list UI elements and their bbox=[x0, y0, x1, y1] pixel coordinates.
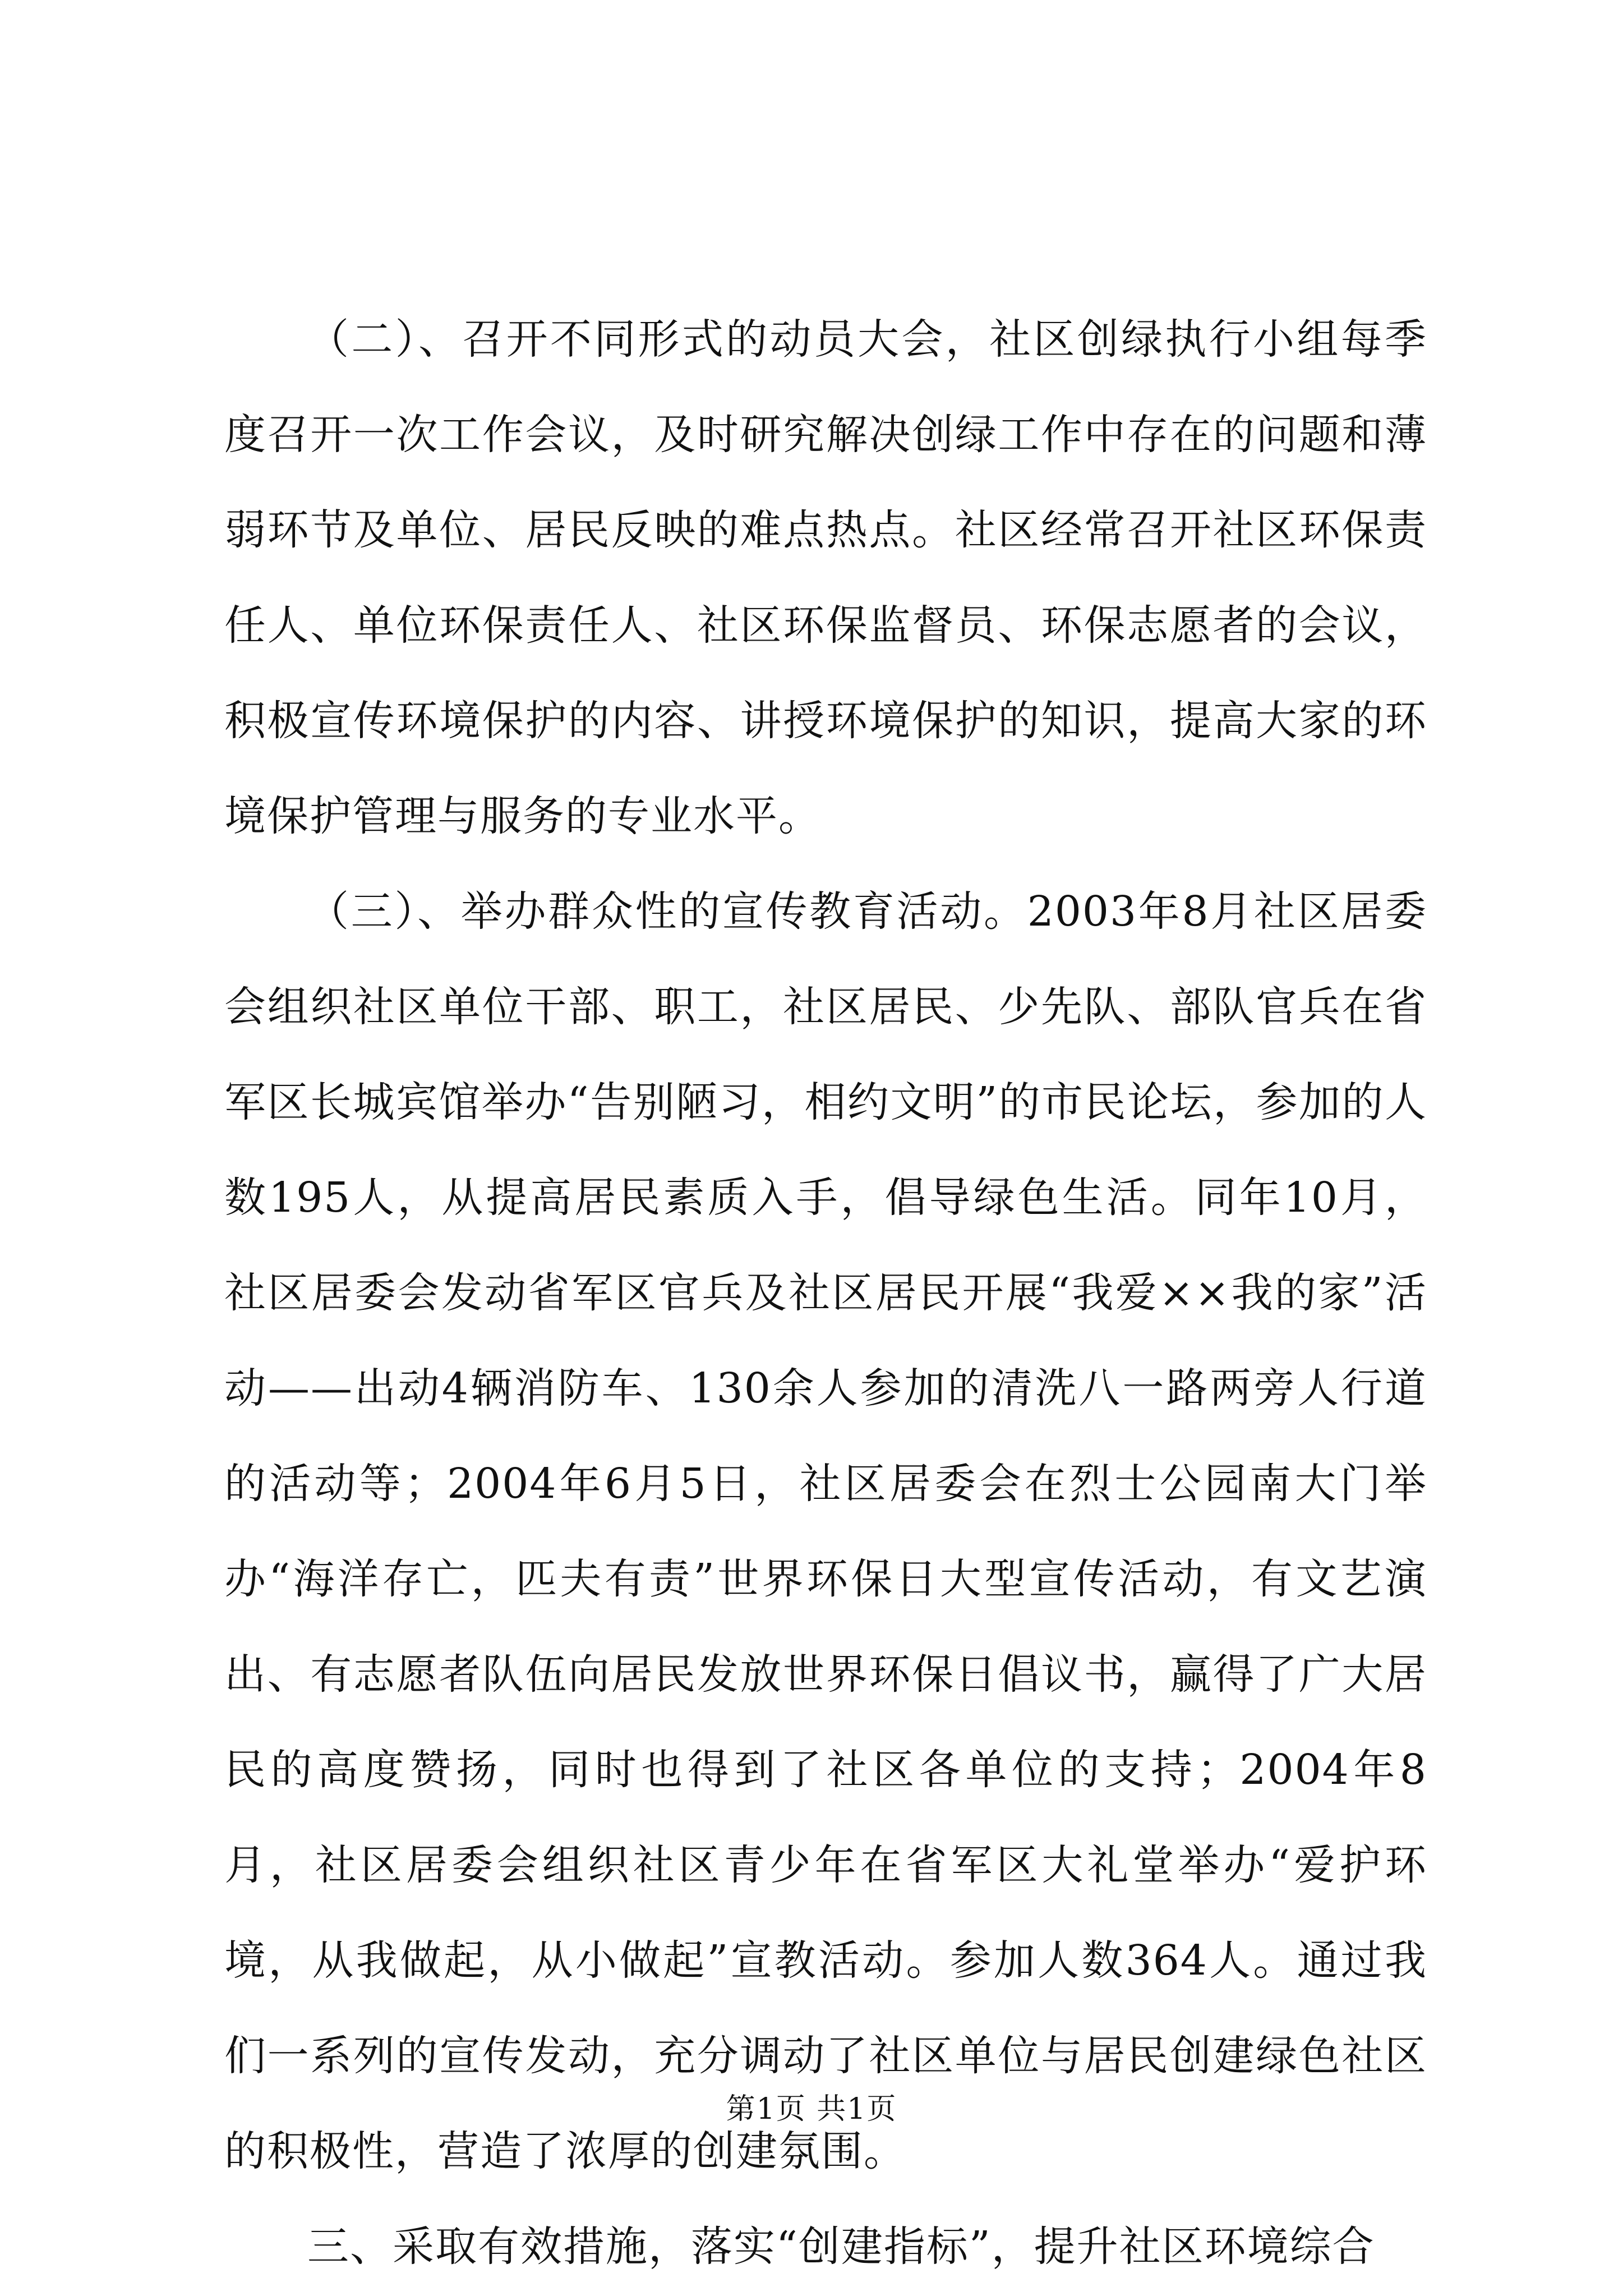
paragraph-section-three-heading: 三、采取有效措施，落实“创建指标”，提升社区环境综合 bbox=[307, 2223, 1375, 2271]
page-number-footer: 第1页 共1页 bbox=[726, 2092, 897, 2126]
paragraph-mobilization-meetings: （二）、召开不同形式的动员大会，社区创绿执行小组每季度召开一次工作会议，及时研究解决创绿工作中存在的问题和薄弱环节及单位、居民反映的难点热点。社区经常召开社区环保责任人、单位环保责任人、社区环保监督员、环保志愿者的会议，积极宣传环境保护的内容、讲授环境保护的知识，提高大家的环境保护管理与服务的专业水平。 bbox=[224, 315, 1427, 840]
document-body bbox=[224, 292, 1427, 2294]
paragraph-publicity-activities: （三）、举办群众性的宣传教育活动。2003年8月社区居委会组织社区单位干部、职工，社区居民、少先队、部队官兵在省军区长城宾馆举办“告别陋习，相约文明”的市民论坛，参加的人数195人，从提高居民素质入手，倡导绿色生活。同年10月，社区居委会发动省军区官兵及社区居民开展“我爱××我的家”活动——出动4辆消防车、130余人参加的清洗八一路两旁人行道的活动等；2004年6月5日，社区居委会在烈士公园南大门举办“海洋存亡，匹夫有责”世界环保日大型宣传活动，有文艺演出、有志愿者队伍向居民发放世界环保日倡议书，赢得了广大居民的高度赞扬，同时也得到了社区各单位的支持；2004年8月，社区居委会组织社区青少年在省军区大礼堂举办“爱护环境，从我做起，从小做起”宣教活动。参加人数364人。通过我们一系列的宣传发动，充分调动了社区单位与居民创建绿色社区的积极性，营造了浓厚的创建氛围。 bbox=[224, 887, 1427, 2175]
